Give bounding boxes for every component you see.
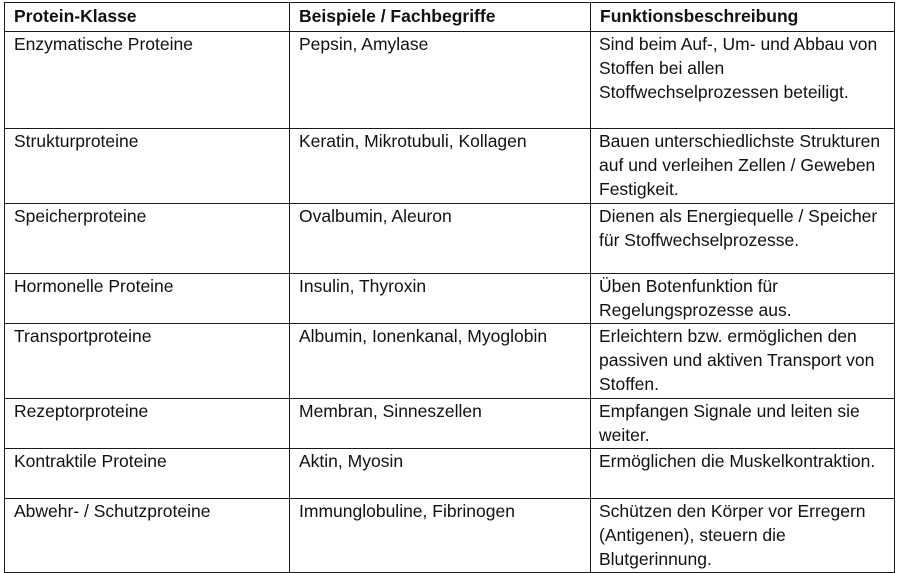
table-row — [5, 32, 895, 129]
cell-beispiele: Pepsin, Amylase — [290, 32, 591, 129]
cell-beispiele: Keratin, Mikrotubuli, Kollagen — [290, 129, 591, 204]
cell-funktion: Schützen den Körper vor Erregern (Antigenen), steuern die Blutgerinnung. — [591, 499, 895, 573]
table-row — [5, 204, 895, 274]
cell-klasse: Rezeptorproteine — [5, 399, 290, 449]
header-beispiele: Beispiele / Fachbegriffe — [290, 3, 591, 32]
cell-klasse: Enzymatische Proteine — [5, 32, 290, 129]
cell-funktion: Üben Botenfunktion für Regelungsprozesse aus. — [591, 274, 895, 324]
cell-funktion: Ermöglichen die Muskelkontraktion. — [591, 449, 895, 499]
cell-klasse: Transportproteine — [5, 324, 290, 399]
table-row — [5, 449, 895, 499]
protein-classes-table — [4, 2, 895, 573]
cell-beispiele: Immunglobuline, Fibrinogen — [290, 499, 591, 573]
table-row — [5, 274, 895, 324]
table-row — [5, 324, 895, 399]
cell-funktion: Dienen als Energiequelle / Speicher für Stoffwechselprozesse. — [591, 204, 895, 274]
header-protein-klasse: Protein-Klasse — [5, 3, 290, 32]
cell-klasse: Hormonelle Proteine — [5, 274, 290, 324]
cell-beispiele: Ovalbumin, Aleuron — [290, 204, 591, 274]
table-row — [5, 129, 895, 204]
cell-beispiele: Membran, Sinneszellen — [290, 399, 591, 449]
cell-beispiele: Albumin, Ionenkanal, Myoglobin — [290, 324, 591, 399]
cell-klasse: Strukturproteine — [5, 129, 290, 204]
cell-beispiele: Aktin, Myosin — [290, 449, 591, 499]
table-row — [5, 499, 895, 573]
table-row — [5, 399, 895, 449]
header-funktionsbeschreibung: Funktionsbeschreibung — [591, 3, 895, 32]
cell-funktion: Sind beim Auf-, Um- und Abbau von Stoffen bei allen Stoffwechselprozessen beteiligt. — [591, 32, 895, 129]
cell-klasse: Kontraktile Proteine — [5, 449, 290, 499]
cell-beispiele: Insulin, Thyroxin — [290, 274, 591, 324]
cell-funktion: Empfangen Signale und leiten sie weiter. — [591, 399, 895, 449]
cell-klasse: Abwehr- / Schutzproteine — [5, 499, 290, 573]
table-header-row — [5, 3, 895, 32]
cell-klasse: Speicherproteine — [5, 204, 290, 274]
cell-funktion: Erleichtern bzw. ermöglichen den passiven und aktiven Transport von Stoffen. — [591, 324, 895, 399]
cell-funktion: Bauen unterschiedlichste Strukturen auf und verleihen Zellen / Geweben Festigkeit. — [591, 129, 895, 204]
